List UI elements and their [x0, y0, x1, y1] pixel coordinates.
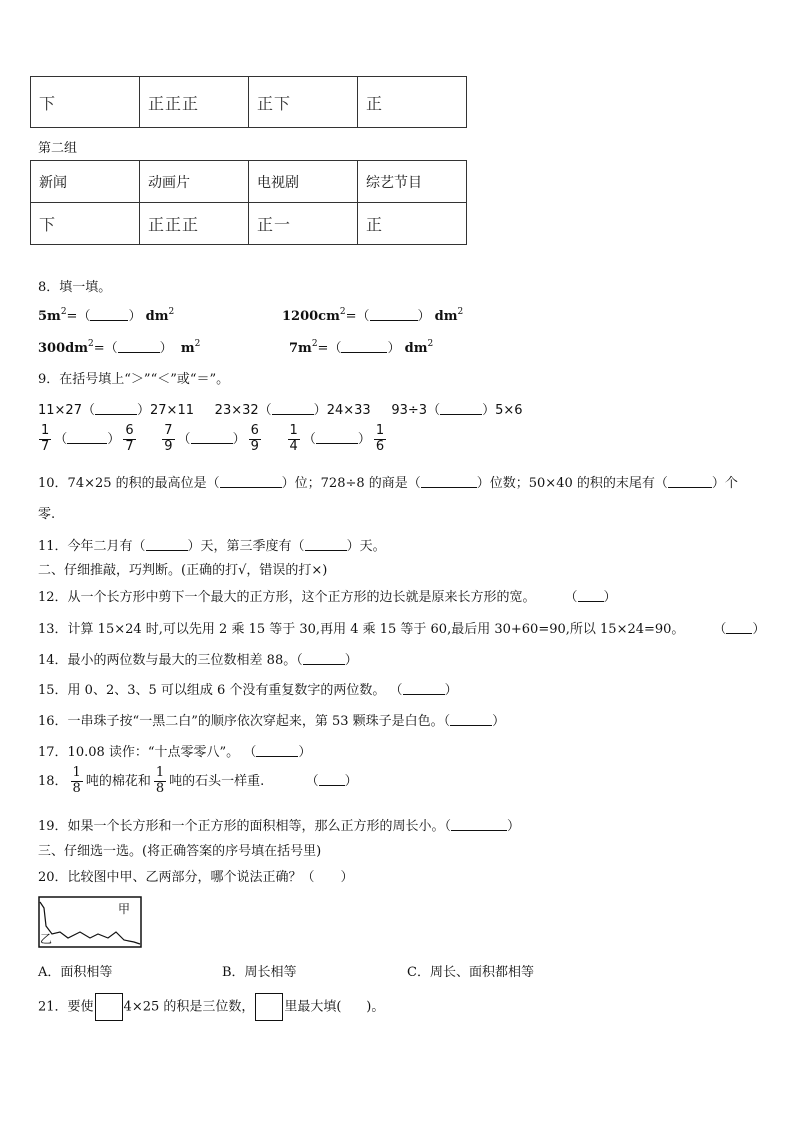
fraction: $\frac{1}{4}$ — [289, 423, 298, 454]
group2-title: 第二组 — [38, 141, 78, 156]
question-10: 10．74×25 的积的最高位是（ ）位；728÷8 的商是（ ）位数；50×40 的积的末尾有（ ）个 — [38, 476, 738, 491]
answer-blank[interactable] — [451, 818, 507, 831]
table-header: 新闻 — [31, 161, 140, 203]
question-11: 11．今年二月有（ ）天，第三季度有（ ）天。 — [38, 539, 386, 554]
question-14: 14．最小的两位数与最大的三位数相差 88。（ ） — [38, 653, 358, 668]
question-9-row2: $\frac{1}{7}$ （ ） $\frac{6}{7}$ $\frac{7}{9}$ （ ） $\frac{6}{9}$ $\frac{1}{4}$ （ ） $\frac{1}{6}$ — [41, 423, 385, 454]
tally-cell: 正正正 — [140, 203, 249, 245]
tally-cell: 下 — [31, 203, 140, 245]
answer-blank[interactable] — [191, 431, 233, 444]
table-header: 综艺节目 — [358, 161, 467, 203]
answer-blank[interactable] — [403, 682, 445, 695]
fraction: $\frac{7}{9}$ — [164, 423, 173, 454]
question-9-row1: 11×27（ ）27×11 23×32（ ）24×33 93÷3（ ）5×6 — [38, 403, 523, 418]
label-jia: 甲 — [118, 902, 131, 916]
digit-box[interactable] — [255, 993, 283, 1021]
fraction: $\frac{1}{8}$ — [155, 765, 165, 796]
tally-cell: 正正正 — [140, 77, 249, 128]
fraction: $\frac{6}{9}$ — [250, 423, 259, 454]
answer-blank[interactable] — [305, 538, 347, 551]
question-20: 20．比较图中甲、乙两部分，哪个说法正确？（ ） — [38, 870, 354, 885]
option-a[interactable]: A．面积相等 — [38, 965, 113, 980]
question-10-cont: 零. — [38, 507, 56, 522]
answer-blank[interactable] — [450, 713, 492, 726]
question-8b: $1200cm^2=$（ ） $dm^2$ — [282, 307, 464, 324]
answer-blank[interactable] — [319, 773, 345, 786]
figure-jia-yi — [38, 896, 142, 948]
answer-blank[interactable] — [316, 431, 358, 444]
answer-blank[interactable] — [370, 308, 418, 321]
tally-cell: 正一 — [249, 203, 358, 245]
answer-blank[interactable] — [220, 475, 282, 488]
answer-blank[interactable] — [578, 589, 604, 602]
tally-cell: 下 — [31, 77, 140, 128]
tally-table-group1 — [30, 76, 467, 128]
tally-cell: 正 — [358, 203, 467, 245]
question-8d: $7m^2=$（ ） $dm^2$ — [289, 339, 434, 356]
answer-blank[interactable] — [440, 402, 482, 415]
fraction: $\frac{1}{6}$ — [375, 423, 385, 454]
answer-blank[interactable] — [95, 402, 137, 415]
section-2-heading: 二、仔细推敲，巧判断。(正确的打√，错误的打×) — [38, 563, 328, 578]
question-18: 18． $\frac{1}{8}$ 吨的棉花和 $\frac{1}{8}$ 吨的石头一样重. （ ） — [38, 765, 358, 796]
fraction: $\frac{6}{7}$ — [125, 423, 134, 454]
option-c[interactable]: C．周长、面积都相等 — [407, 965, 534, 980]
section-3-heading: 三、仔细选一选。(将正确答案的序号填在括号里) — [38, 844, 322, 859]
question-12: 12．从一个长方形中剪下一个最大的正方形，这个正方形的边长就是原来长方形的宽。 （ ） — [38, 590, 617, 605]
answer-blank[interactable] — [146, 538, 188, 551]
question-8c: $300dm^2=$（ ） $m^2$ — [38, 339, 201, 356]
question-9-title: 9．在括号填上“＞”“＜”或“＝”。 — [38, 372, 230, 387]
question-17: 17．10.08 读作：“十点零零八”。 （ ） — [38, 745, 312, 760]
answer-blank[interactable] — [90, 308, 128, 321]
answer-blank[interactable] — [341, 340, 387, 353]
answer-blank[interactable] — [67, 431, 107, 444]
question-19: 19．如果一个长方形和一个正方形的面积相等，那么正方形的周长小。（ ） — [38, 819, 521, 834]
tally-table-group2 — [30, 160, 467, 245]
question-8-title: 8．填一填。 — [38, 280, 112, 295]
question-16: 16．一串珠子按“一黑二白”的顺序依次穿起来，第 53 颗珠子是白色。（ ） — [38, 714, 506, 729]
tally-cell: 正 — [358, 77, 467, 128]
question-8a: $5m^2=$（ ） $dm^2$ — [38, 307, 175, 324]
answer-blank[interactable] — [303, 652, 345, 665]
answer-blank[interactable] — [118, 340, 160, 353]
answer-blank[interactable] — [272, 402, 314, 415]
option-b[interactable]: B．周长相等 — [222, 965, 297, 980]
question-21: 21．要使 4×25 的积是三位数， 里最大填( )。 — [38, 993, 384, 1021]
digit-box[interactable] — [95, 993, 123, 1021]
answer-blank[interactable] — [668, 475, 712, 488]
question-15: 15．用 0、2、3、5 可以组成 6 个没有重复数字的两位数。 （ ） — [38, 683, 458, 698]
table-header: 动画片 — [140, 161, 249, 203]
tally-cell: 正下 — [249, 77, 358, 128]
table-header: 电视剧 — [249, 161, 358, 203]
answer-blank[interactable] — [421, 475, 477, 488]
question-13: 13．计算 15×24 时,可以先用 2 乘 15 等于 30,再用 4 乘 15 等于 60,最后用 30+60=90,所以 15×24=90。 （ ） — [38, 622, 766, 637]
label-yi: 乙 — [40, 932, 53, 946]
answer-blank[interactable] — [256, 744, 298, 757]
fraction: $\frac{1}{8}$ — [72, 765, 81, 796]
answer-blank[interactable] — [726, 621, 752, 634]
fraction: $\frac{1}{7}$ — [41, 423, 50, 454]
